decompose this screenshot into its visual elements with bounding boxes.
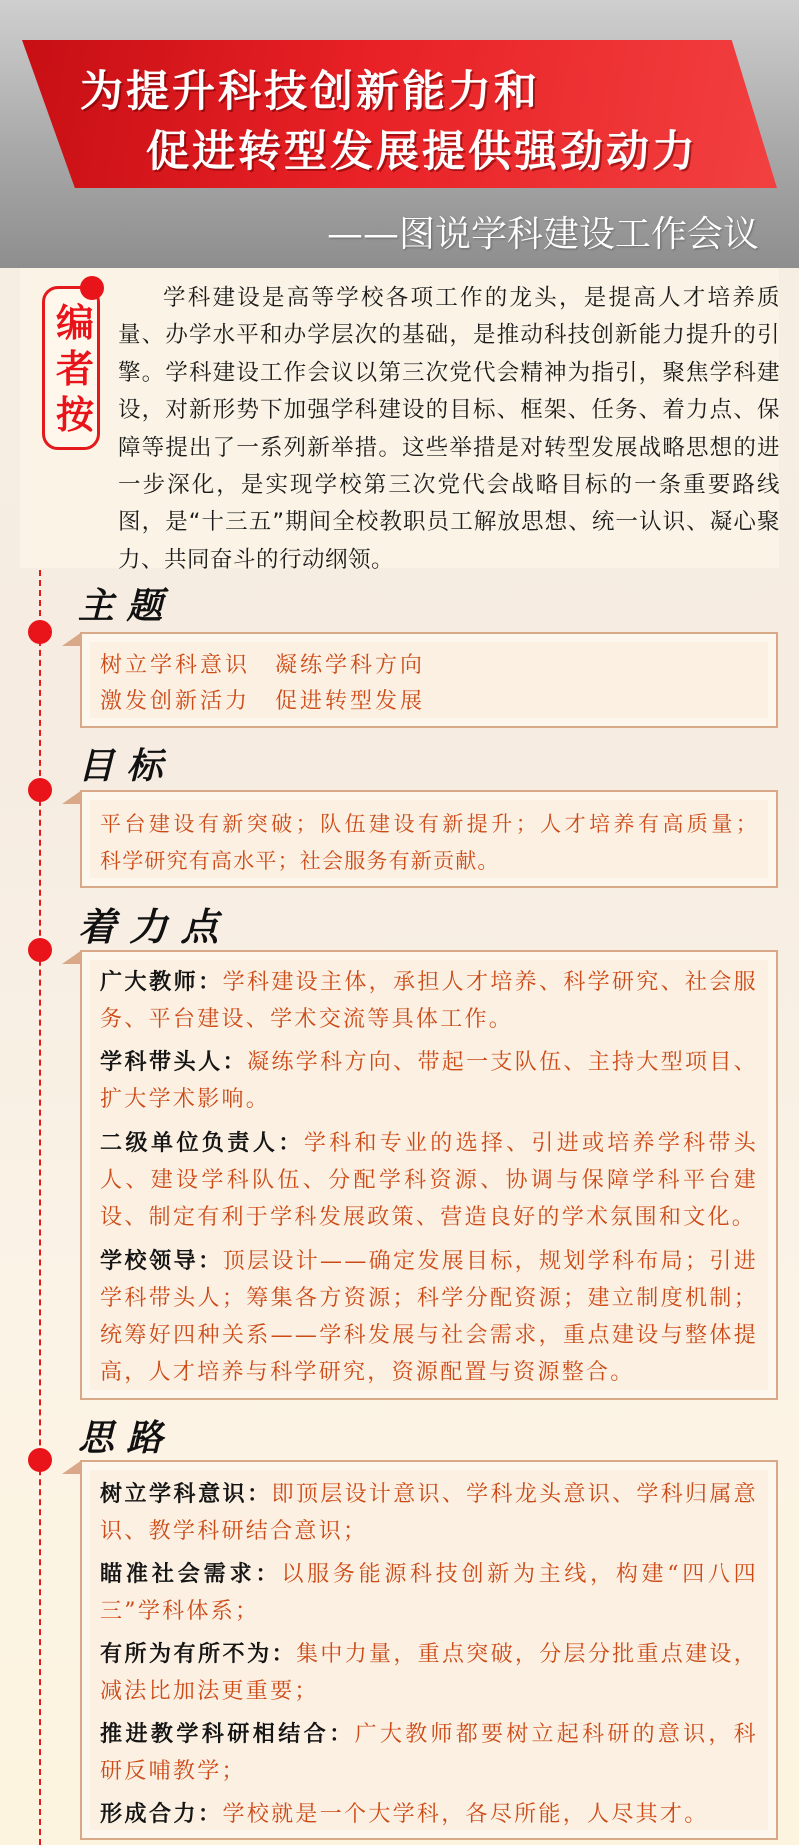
- timeline-dot-approach: [28, 1448, 52, 1472]
- goal-line-1: 平台建设有新突破；队伍建设有新提升；人才培养有高质量；: [100, 812, 758, 836]
- approach-item-synergy: [100, 1796, 758, 1833]
- focus-item-label: 学校领导：: [100, 1248, 223, 1274]
- approach-item-integration: [100, 1716, 758, 1790]
- timeline-dot-goal: [28, 778, 52, 802]
- badge-dot: [80, 276, 104, 300]
- focus-item-text: 顶层设计——确定发展目标，规划学科布局；引进学科带头人；筹集各方资源；科学分配资源；建立制度机制；统筹好四种关系——学科发展与社会需求，重点建设与整体提高，人才培养与科学研究，资源配置与资源整合。: [100, 1249, 758, 1385]
- theme-box: [80, 632, 778, 728]
- focus-item-text: 学科和专业的选择、引进或培养学科带头人、建设学科队伍、分配学科资源、协调与保障学科平台建设、制定有利于学科发展政策、营造良好的学术氛围和文化。: [100, 1131, 758, 1230]
- approach-item-needs: [100, 1556, 758, 1630]
- theme-line-1: 树立学科意识 凝练学科方向: [100, 653, 426, 678]
- badge-char-3: 按: [55, 392, 94, 437]
- timeline-dot-theme: [28, 620, 52, 644]
- badge-char-1: 编: [55, 300, 94, 345]
- editor-note: [20, 268, 780, 573]
- focus-item-leaders: [100, 1044, 758, 1118]
- approach-item-label: 推进教学科研相结合：: [100, 1721, 355, 1747]
- title-line-1: 为提升科技创新能力和: [80, 67, 540, 117]
- title-line-2: 促进转型发展提供强劲动力: [146, 127, 698, 177]
- subtitle: ——图说学科建设工作会议: [326, 214, 759, 255]
- approach-item-label: 树立学科意识：: [100, 1481, 272, 1507]
- badge-char-2: 者: [55, 346, 94, 391]
- approach-item-text: 广大教师都要树立起科研的意识，科研反哺教学；: [100, 1722, 758, 1784]
- approach-item-label: 形成合力：: [100, 1801, 223, 1827]
- approach-item-priorities: [100, 1636, 758, 1710]
- timeline-dot-focus: [28, 938, 52, 962]
- focus-item-teachers: [100, 964, 758, 1038]
- heading-approach: 思 路: [78, 1417, 163, 1459]
- goal-box: [80, 790, 778, 888]
- approach-item-text: 以服务能源科技创新为主线，构建“四八四三”学科体系；: [100, 1562, 758, 1624]
- goal-line-2: 科学研究有高水平；社会服务有新贡献。: [100, 849, 500, 873]
- focus-item-label: 二级单位负责人：: [100, 1130, 304, 1156]
- focus-item-text: 凝练学科方向、带起一支队伍、主持大型项目、扩大学术影响。: [100, 1050, 758, 1112]
- approach-item-label: 有所为有所不为：: [100, 1641, 297, 1667]
- timeline-line: [39, 570, 41, 1845]
- focus-box: [80, 950, 778, 1400]
- heading-goal: 目 标: [78, 745, 163, 787]
- approach-item-text: 集中力量，重点突破，分层分批重点建设，减法比加法更重要；: [100, 1642, 758, 1704]
- header-banner: [0, 0, 799, 268]
- focus-item-label: 广大教师：: [100, 969, 223, 995]
- focus-item-text: 学科建设主体，承担人才培养、科学研究、社会服务、平台建设、学术交流等具体工作。: [100, 970, 758, 1032]
- approach-item-label: 瞄准社会需求：: [100, 1561, 282, 1587]
- approach-item-text: 学校就是一个大学科，各尽所能，人尽其才。: [222, 1802, 709, 1827]
- theme-line-2: 激发创新活力 促进转型发展: [100, 689, 426, 714]
- approach-box: [80, 1460, 778, 1840]
- focus-item-school-leaders: [100, 1243, 758, 1391]
- approach-item-awareness: [100, 1476, 758, 1550]
- heading-focus: 着 力 点: [78, 904, 219, 949]
- focus-item-unit-heads: [100, 1125, 758, 1236]
- editor-note-text: 学科建设是高等学校各项工作的龙头，是提高人才培养质量、办学水平和办学层次的基础，是推动科技创新能力提升的引擎。学科建设工作会议以第三次党代会精神为指引，聚焦学科建设，对新形势下加强学科建设的目标、框架、任务、着力点、保障等提出了一系列新举措。这些举措是对转型发展战略思想的进一步深化，是实现学校第三次党代会战略目标的一条重要路线图，是“十三五”期间全校教职员工解放思想、统一认识、凝心聚力、共同奋斗的行动纲领。: [118, 285, 780, 573]
- editor-note-badge: [42, 286, 100, 450]
- heading-theme: 主 题: [78, 585, 163, 627]
- focus-item-label: 学科带头人：: [100, 1049, 248, 1075]
- approach-item-text: 即顶层设计意识、学科龙头意识、学科归属意识、教学科研结合意识；: [100, 1482, 758, 1544]
